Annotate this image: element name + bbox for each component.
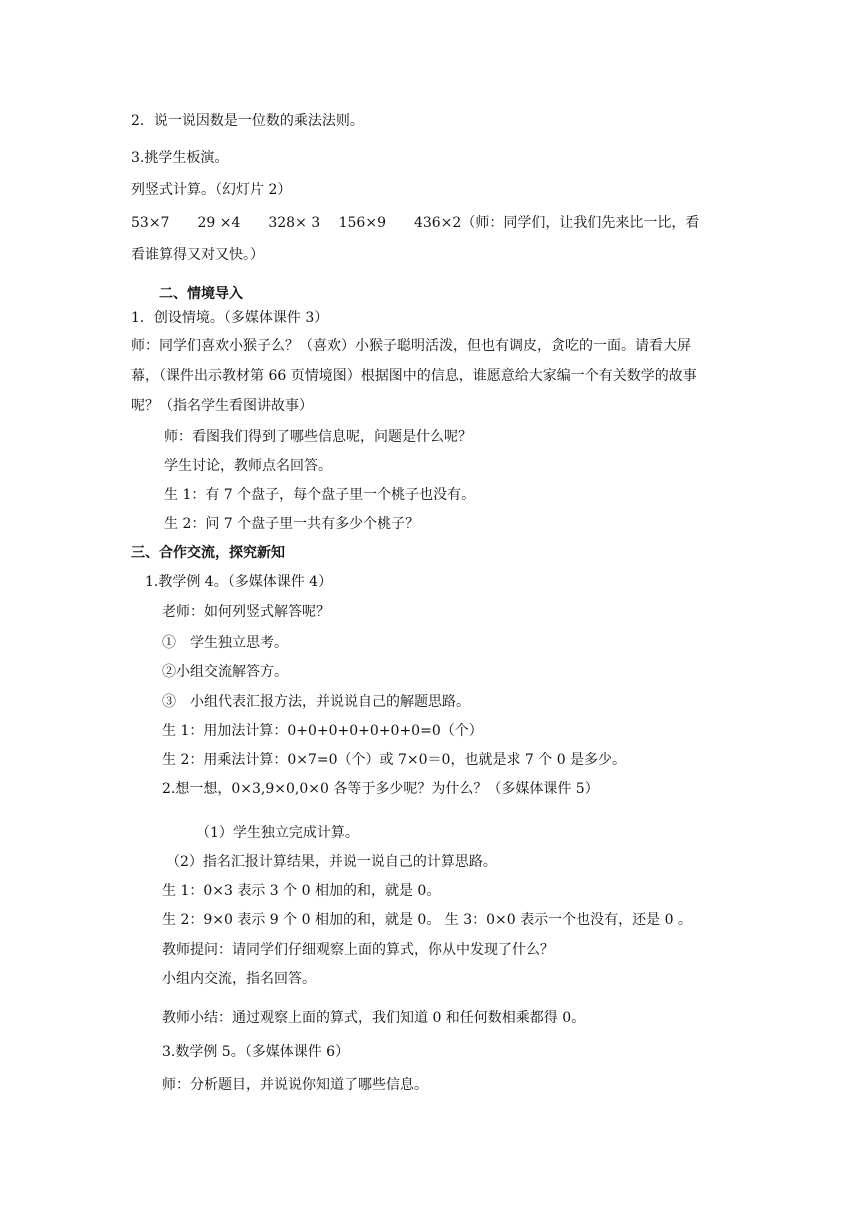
text-line: 教师提问：请同学们仔细观察上面的算式，你从中发现了什么？ — [162, 942, 554, 958]
text-line: 师：看图我们得到了哪些信息呢，问题是什么呢？ — [164, 429, 472, 445]
text-line: 学生讨论，教师点名回答。 — [164, 458, 332, 474]
text-line: 看谁算得又对又快。） — [131, 247, 264, 263]
text-line: ① 学生独立思考。 — [162, 635, 288, 651]
text-line: 幕，（课件出示教材第 66 页情境图）根据图中的信息，谁愿意给大家编一个有关数学的故事 — [131, 368, 697, 384]
text-line: 教师小结：通过观察上面的算式，我们知道 0 和任何数相乘都得 0。 — [162, 1010, 586, 1026]
text-line: 老师：如何列竖式解答呢？ — [162, 604, 330, 620]
text-line: 生 1：有 7 个盘子，每个盘子里一个桃子也没有。 — [164, 487, 476, 503]
text-line: 3.数学例 5。（多媒体课件 6） — [162, 1044, 350, 1060]
text-line: （1）学生独立完成计算。 — [196, 825, 359, 841]
text-line: 生 2：用乘法计算：0×7=0（个）或 7×0＝0，也就是求 7 个 0 是多少。 — [162, 752, 627, 768]
text-line: 53×7 29 ×4 328× 3 156×9 436×2（师：同学们，让我们先来比一比，看 — [131, 215, 700, 231]
text-line: 2．说一说因数是一位数的乘法法则。 — [131, 113, 364, 129]
text-line: （2）指名汇报计算结果，并说一说自己的计算思路。 — [166, 854, 497, 870]
text-line: 3.挑学生板演。 — [131, 150, 229, 166]
section-heading: 三、合作交流，探究新知 — [131, 545, 285, 561]
text-line: 生 2：9×0 表示 9 个 0 相加的和，就是 0。 生 3：0×0 表示一个也没有，还是 0 。 — [162, 912, 692, 928]
text-line: ③ 小组代表汇报方法，并说说自己的解题思路。 — [162, 694, 470, 710]
text-line: 2.想一想，0×3,9×0,0×0 各等于多少呢？为什么？（多媒体课件 5） — [162, 781, 599, 797]
text-line: ②小组交流解答方。 — [162, 664, 288, 680]
text-line: 师：分析题目，并说说你知道了哪些信息。 — [162, 1077, 428, 1093]
text-line: 生 1：0×3 表示 3 个 0 相加的和，就是 0。 — [162, 883, 441, 899]
section-heading: 二、情境导入 — [159, 286, 243, 302]
text-line: 1．创设情境。（多媒体课件 3） — [131, 310, 329, 326]
text-line: 生 1：用加法计算：0+0+0+0+0+0+0=0（个） — [162, 723, 483, 739]
text-line: 小组内交流，指名回答。 — [162, 971, 316, 987]
text-line: 生 2：问 7 个盘子里一共有多少个桃子？ — [164, 516, 420, 532]
text-line: 1.教学例 4。（多媒体课件 4） — [145, 574, 333, 590]
text-line: 呢？（指名学生看图讲故事） — [131, 398, 313, 414]
text-line: 列竖式计算。（幻灯片 2） — [131, 182, 292, 198]
text-line: 师：同学们喜欢小猴子么？（喜欢）小猴子聪明活泼，但也有调皮，贪吃的一面。请看大屏 — [131, 338, 691, 354]
